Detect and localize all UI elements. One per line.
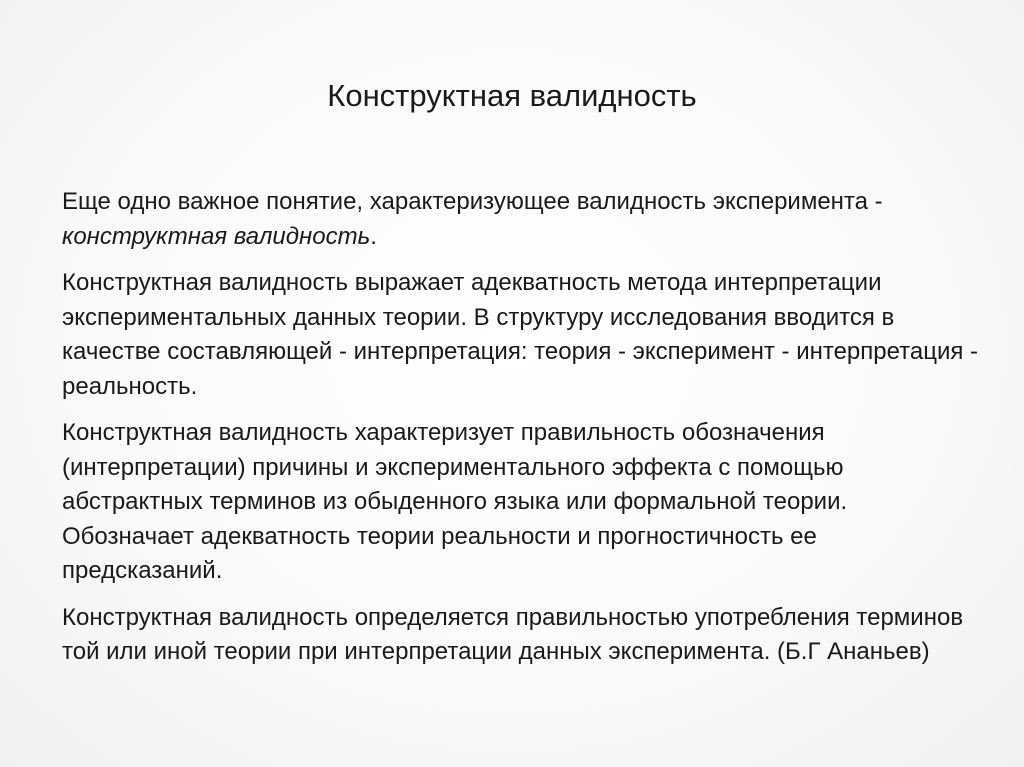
slide-body xyxy=(62,185,982,682)
paragraph-3: Конструктная валидность характеризует правильность обозначения (интерпретации) причины и экспериментального эффекта с помощью абстрактных терминов из обыденного языка или формальной теории. Обозначает адекватность теории реальности и прогностичность ее предсказаний. xyxy=(62,419,861,584)
paragraph-1-suffix: . xyxy=(370,222,377,250)
paragraph-1-prefix: Еще одно важное понятие, характеризующее валидность эксперимента - xyxy=(62,188,883,215)
paragraph-1 xyxy=(62,185,982,254)
paragraph-4: Конструктная валидность определяется правильностью употребления терминов той или иной теории при интерпретации данных эксперимента. (Б.Г Ананьев) xyxy=(62,603,964,665)
slide-title: Конструктная валидность xyxy=(327,78,697,113)
paragraph-2: Конструктная валидность выражает адекватность метода интерпретации экспериментальных данных теории. В структуру исследования вводится в качестве составляющей - интерпретация: теория - эксперимент - интерпретация - реальность. xyxy=(62,269,979,400)
paragraph-1-emphasis: конструктная валидность xyxy=(62,222,371,250)
